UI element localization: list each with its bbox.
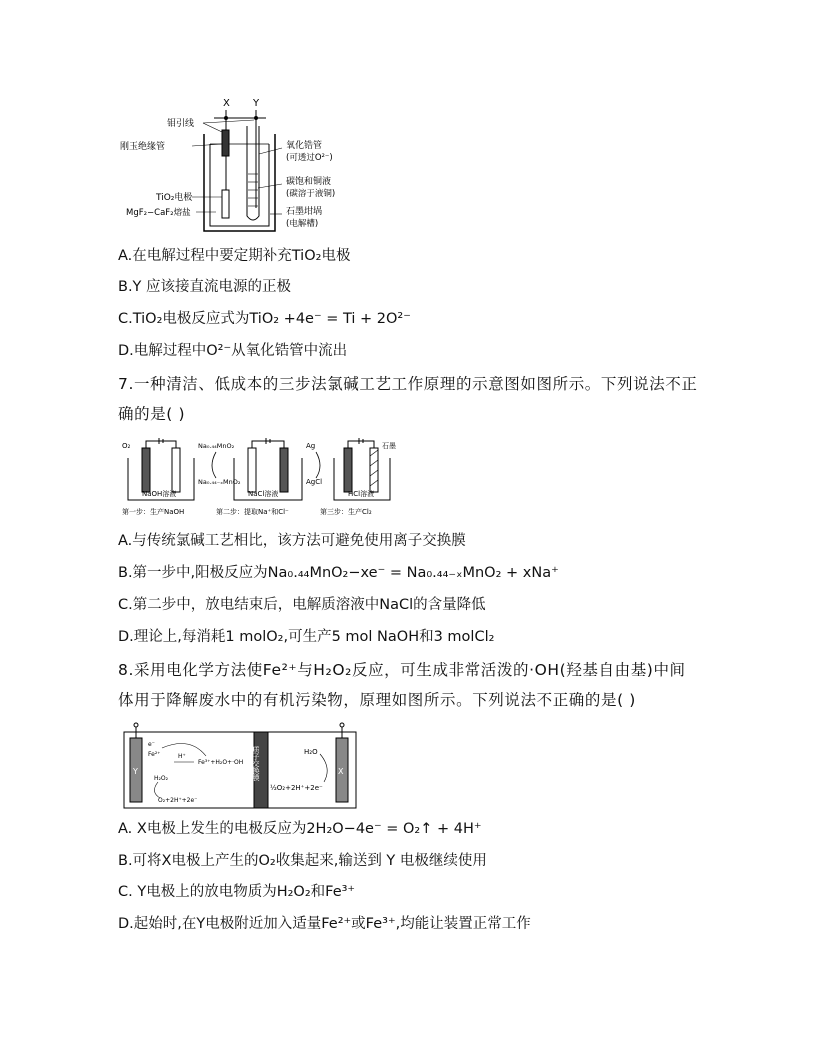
- q6-option-c: C.TiO₂电极反应式为TiO₂ +4e⁻ = Ti + 2O²⁻: [118, 311, 411, 327]
- half-o2-label: ½O₂+2H⁺+2e⁻: [270, 784, 323, 792]
- tio2-electrode-label: TiO₂电极: [156, 193, 193, 203]
- membrane-label: 质子交换膜: [252, 746, 260, 781]
- q8-option-d: D.起始时,在Y电极附近加入适量Fe²⁺或Fe³⁺,均能让装置正常工作: [118, 916, 531, 932]
- graphite-label: 石墨: [382, 442, 396, 450]
- q8-stem-line1: 8.采用电化学方法使Fe²⁺与H₂O₂反应，可生成非常活泼的·OH(羟基自由基)中间: [118, 661, 686, 679]
- o2-reduction-label: O₂+2H⁺+2e⁻: [158, 797, 198, 804]
- o2-label: O₂: [122, 442, 131, 450]
- fe3-reaction-label: Fe³⁺+H₂O+·OH: [198, 759, 244, 766]
- q7-option-a: A.与传统氯碱工艺相比，该方法可避免使用离子交换膜: [118, 533, 466, 549]
- y-electrode-label: Y: [133, 767, 138, 776]
- carbon-copper-label: 碳饱和铜液: [286, 177, 332, 187]
- mo-wire-label: 钼引线: [167, 119, 195, 129]
- hcl-solution-label: HCl溶液: [348, 490, 375, 498]
- step1-caption: 第一步：生产NaOH: [122, 508, 185, 516]
- corundum-tube-label: 刚玉绝缘管: [120, 142, 166, 152]
- agcl-label: AgCl: [306, 478, 323, 486]
- zirconia-tube-note: (可透过O²⁻): [286, 153, 333, 163]
- h2o2-label: H₂O₂: [154, 775, 169, 782]
- h2o-label: H₂O: [304, 748, 318, 756]
- molten-salt-label: MgF₂−CaF₂熔盐: [126, 208, 191, 218]
- q7-option-c: C.第二步中，放电结束后，电解质溶液中NaCl的含量降低: [118, 597, 486, 613]
- q7-stem-line1: 7.一种清洁、低成本的三步法氯碱工艺工作原理的示意图如图所示。下列说法不正: [118, 375, 698, 393]
- carbon-copper-note: (碳溶于液铜): [286, 189, 336, 199]
- nacl-solution-label: NaCl溶液: [248, 490, 279, 498]
- electron-label: e⁻: [148, 741, 155, 748]
- chlor-alkali-figure: [120, 436, 410, 520]
- q6-option-a: A.在电解过程中要定期补充TiO₂电极: [118, 248, 351, 264]
- graphite-crucible-label: 石墨坩埚: [286, 207, 323, 217]
- q7-stem-line2: 确的是( ): [118, 405, 186, 423]
- q8-option-a: A. X电极上发生的电极反应为2H₂O−4e⁻ = O₂↑ + 4H⁺: [118, 821, 482, 837]
- q7-option-d: D.理论上,每消耗1 molO₂,可生产5 mol NaOH和3 molCl₂: [118, 629, 495, 645]
- hplus-label: H⁺: [178, 753, 186, 760]
- x-electrode-label: X: [338, 767, 344, 776]
- zirconia-tube-label: 氧化锆管: [286, 141, 323, 151]
- electrolysis-cell-figure: [120, 96, 380, 238]
- na044-label: Na₀.₄₄MnO₂: [198, 442, 235, 450]
- graphite-crucible-note: (电解槽): [286, 219, 319, 229]
- q8-stem-line2: 体用于降解废水中的有机污染物，原理如图所示。下列说法不正确的是( ): [118, 691, 636, 709]
- q7-option-b: B.第一步中,阳极反应为Na₀.₄₄MnO₂−xe⁻ = Na₀.₄₄₋ₓMnO₂ + xNa⁺: [118, 565, 559, 581]
- q6-option-b: B.Y 应该接直流电源的正极: [118, 279, 292, 295]
- na044x-label: Na₀.₄₄₋ₓMnO₂: [198, 478, 241, 486]
- q8-option-b: B.可将X电极上产生的O₂收集起来,输送到 Y 电极继续使用: [118, 853, 487, 869]
- fe2-label: Fe²⁺: [148, 751, 161, 758]
- step2-caption: 第二步：提取Na⁺和Cl⁻: [216, 508, 289, 516]
- ag-label: Ag: [306, 442, 316, 450]
- fenton-electrolysis-figure: [120, 722, 370, 812]
- x-terminal-label: X: [223, 98, 230, 109]
- naoh-solution-label: NaOH溶液: [142, 490, 177, 498]
- step3-caption: 第三步：生产Cl₂: [320, 508, 372, 516]
- q8-option-c: C. Y电极上的放电物质为H₂O₂和Fe³⁺: [118, 884, 356, 900]
- q6-option-d: D.电解过程中O²⁻从氧化锆管中流出: [118, 343, 348, 359]
- y-terminal-label: Y: [253, 98, 260, 109]
